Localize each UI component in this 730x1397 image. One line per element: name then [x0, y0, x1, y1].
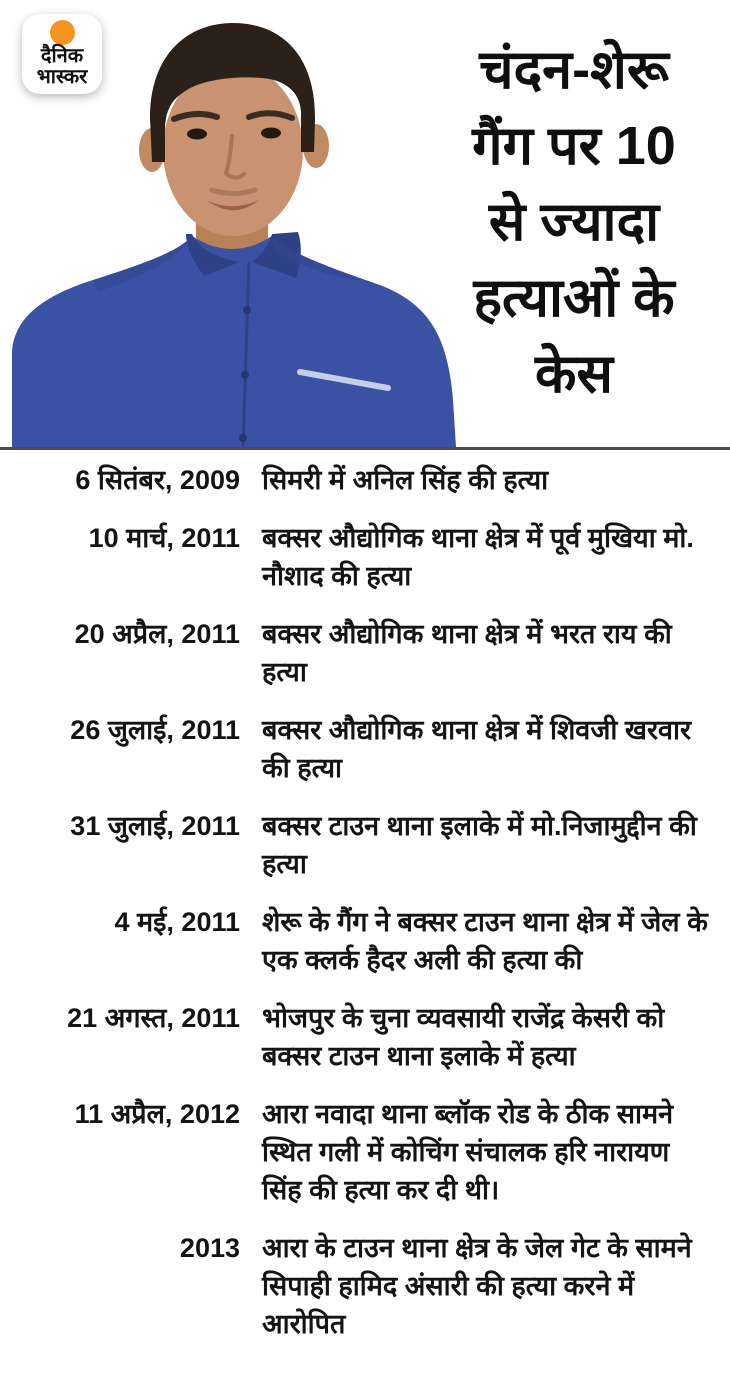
timeline-row — [0, 1229, 714, 1343]
timeline-date: 4 मई, 2011 — [114, 907, 240, 937]
timeline-row — [0, 807, 714, 883]
headline — [420, 32, 728, 412]
logo-text-line2: भास्कर — [36, 66, 88, 88]
timeline-description: आरा के टाउन थाना क्षेत्र के जेल गेट के सामने सिपाही हामिद अंसारी की हत्या करने में आरोपित — [262, 1233, 692, 1339]
timeline-description: शेरू के गैंग ने बक्सर टाउन थाना क्षेत्र में जेल के एक क्लर्क हैदर अली की हत्या की — [262, 907, 708, 975]
timeline-date: 11 अप्रैल, 2012 — [74, 1099, 240, 1129]
hero-section — [0, 0, 730, 447]
headline-line: चंदन-शेरू — [479, 40, 669, 100]
headline-line: से ज्यादा — [488, 192, 660, 252]
timeline-row — [0, 615, 714, 691]
timeline-description: सिमरी में अनिल सिंह की हत्या — [262, 465, 549, 495]
timeline-row — [0, 999, 714, 1075]
murder-timeline — [0, 450, 730, 1343]
timeline-description: बक्सर औद्योगिक थाना क्षेत्र में पूर्व मुखिया मो. नौशाद की हत्या — [262, 523, 694, 591]
timeline-row — [0, 711, 714, 787]
timeline-date: 10 मार्च, 2011 — [88, 523, 240, 553]
headline-line: गैंग पर 10 — [472, 116, 676, 176]
headline-line: हत्याओं के — [473, 268, 675, 328]
timeline-description: भोजपुर के चुना व्यवसायी राजेंद्र केसरी को बक्सर टाउन थाना इलाके में हत्या — [262, 1003, 665, 1071]
timeline-row — [0, 1095, 714, 1209]
timeline-description: बक्सर औद्योगिक थाना क्षेत्र में भरत राय की हत्या — [262, 619, 672, 687]
timeline-row — [0, 461, 714, 499]
timeline-description: बक्सर औद्योगिक थाना क्षेत्र में शिवजी खरवार की हत्या — [262, 715, 692, 783]
timeline-row — [0, 519, 714, 595]
logo-text-line1: दैनिक — [40, 45, 84, 67]
timeline-date: 6 सितंबर, 2009 — [75, 465, 240, 495]
timeline-description: बक्सर टाउन थाना इलाके में मो.निजामुद्दीन की हत्या — [262, 811, 697, 879]
timeline-date: 21 अगस्त, 2011 — [67, 1003, 240, 1033]
headline-line: केस — [535, 344, 613, 404]
timeline-date: 20 अप्रैल, 2011 — [74, 619, 240, 649]
timeline-date: 26 जुलाई, 2011 — [70, 715, 240, 745]
timeline-row — [0, 903, 714, 979]
dainik-bhaskar-logo — [22, 14, 102, 94]
timeline-date: 2013 — [179, 1233, 240, 1263]
sun-dot-icon — [50, 20, 75, 45]
timeline-date: 31 जुलाई, 2011 — [70, 811, 240, 841]
timeline-description: आरा नवादा थाना ब्लॉक रोड के ठीक सामने स्थित गली में कोचिंग संचालक हरि नारायण सिंह की हत्या कर दी थी। — [262, 1099, 674, 1205]
